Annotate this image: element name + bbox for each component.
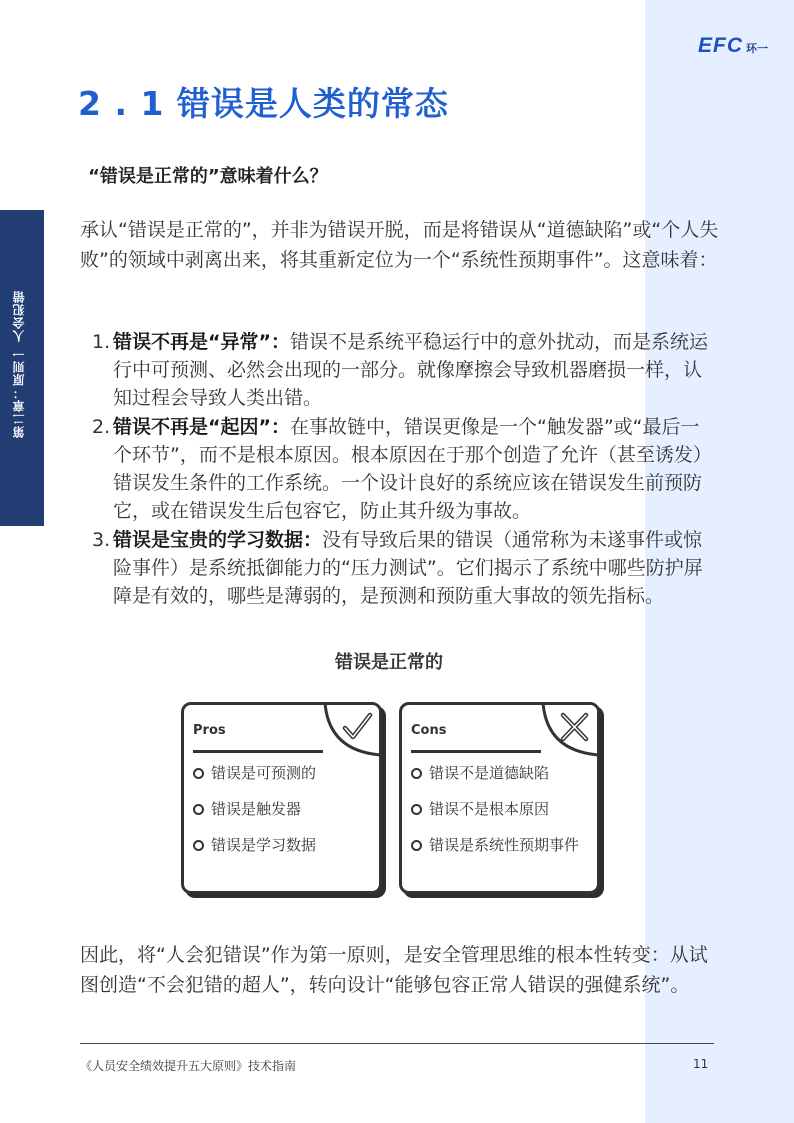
- key-points-list: [92, 328, 712, 611]
- pros-item-text: 错误是触发器: [211, 800, 302, 818]
- key-point-text: 没有导致后果的错误（通常称为未遂事件或惊险事件）是系统抵御能力的“压力测试”。它们揭示了系统中哪些防护屏障是有效的，哪些是薄弱的，是预测和预防重大事故的领先指标。: [113, 529, 703, 607]
- logo-mark: EFC: [698, 34, 743, 57]
- cons-item-text: 错误不是根本原因: [429, 800, 550, 818]
- cons-card-divider: [411, 750, 541, 753]
- pros-card-header: Pros: [193, 723, 226, 738]
- pros-item-text: 错误是可预测的: [211, 764, 317, 782]
- key-point-number: 2.: [92, 416, 111, 438]
- intro-paragraph: 承认“错误是正常的”，并非为错误开脱，而是将错误从“道德缺陷”或“个人失败”的领域中剥离出来，将其重新定位为一个“系统性预期事件”。这意味着：: [80, 219, 719, 271]
- bullet-icon: [411, 804, 422, 815]
- check-icon: [323, 703, 381, 758]
- cross-icon: [541, 703, 599, 758]
- chapter-side-tab-label: 第二章：原则一 人会犯错: [12, 290, 26, 439]
- pros-card-divider: [193, 750, 323, 753]
- figure-title: 错误是正常的: [335, 652, 443, 673]
- key-point-number: 1.: [92, 331, 111, 353]
- closing-paragraph: 因此，将“人会犯错误”作为第一原则，是安全管理思维的根本性转变：从试图创造“不会犯错的超人”，转向设计“能够包容正常人错误的强健系统”。: [80, 944, 708, 996]
- key-point-number: 3.: [92, 529, 111, 551]
- pros-item-text: 错误是学习数据: [211, 836, 317, 854]
- key-point-text: 错误不是系统平稳运行中的意外扰动，而是系统运行中可预测、必然会出现的一部分。就像摩擦会导致机器磨损一样，认知过程会导致人类出错。: [113, 331, 708, 409]
- brand-logo: [698, 34, 768, 58]
- bullet-icon: [411, 768, 422, 779]
- footer-divider: [80, 1043, 714, 1044]
- bullet-icon: [193, 768, 204, 779]
- cons-item: [411, 799, 586, 819]
- cons-item: [411, 835, 586, 855]
- pros-list: [193, 763, 368, 871]
- pros-item: [193, 835, 368, 855]
- cons-card-header: Cons: [411, 723, 447, 738]
- section-subtitle: “错误是正常的”意味着什么？: [88, 166, 328, 187]
- bullet-icon: [193, 840, 204, 851]
- key-point-term: 错误不再是“异常”：: [113, 331, 290, 353]
- key-point: [92, 413, 712, 525]
- footer-document-title: 《人员安全绩效提升五大原则》技术指南: [80, 1059, 297, 1073]
- bullet-icon: [193, 804, 204, 815]
- key-point: [92, 526, 712, 610]
- pros-item: [193, 799, 368, 819]
- cons-item-text: 错误不是道德缺陷: [429, 764, 550, 782]
- pros-card: [181, 702, 382, 894]
- page-number: 11: [693, 1057, 709, 1071]
- key-point-term: 错误是宝贵的学习数据：: [113, 529, 323, 551]
- bullet-icon: [411, 840, 422, 851]
- key-point-text: 在事故链中，错误更像是一个“触发器”或“最后一个环节”，而不是根本原因。根本原因在于那个创造了允许（甚至诱发）错误发生条件的工作系统。一个设计良好的系统应该在错误发生前预防它，或在错误发生后包容它，防止其升级为事故。: [113, 416, 712, 522]
- pros-item: [193, 763, 368, 783]
- key-point: [92, 328, 712, 412]
- page-title: 2 . 1 错误是人类的常态: [78, 84, 449, 123]
- cons-item: [411, 763, 586, 783]
- logo-subtext: 环一: [746, 42, 768, 55]
- cons-item-text: 错误是系统性预期事件: [429, 836, 580, 854]
- cons-card: [399, 702, 600, 894]
- key-point-term: 错误不再是“起因”：: [113, 416, 290, 438]
- cons-list: [411, 763, 586, 871]
